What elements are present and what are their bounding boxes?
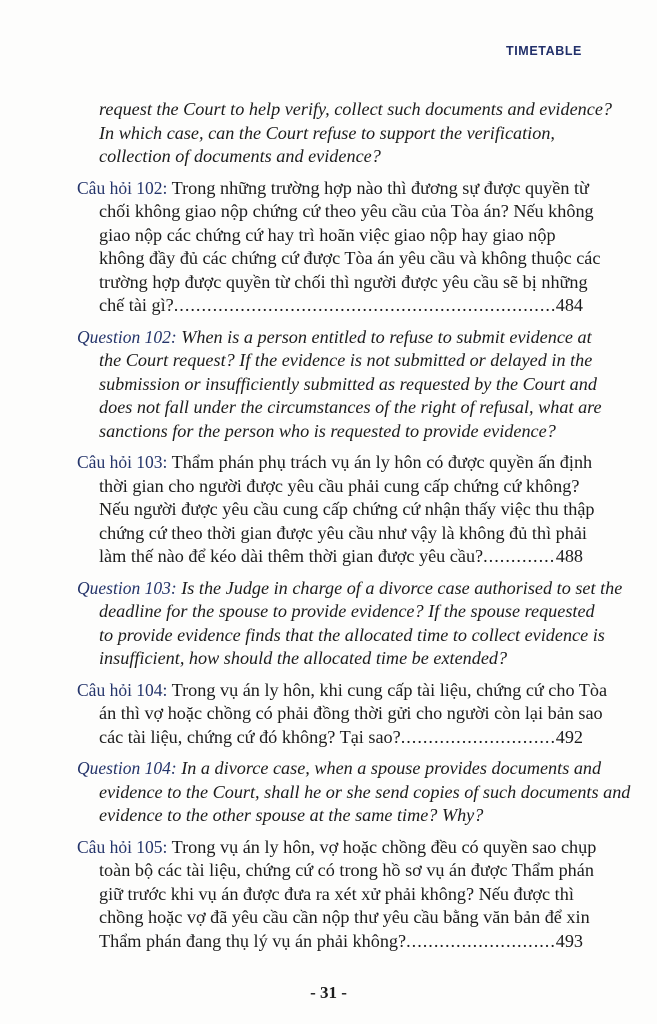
entry-line: [77, 247, 601, 271]
line-text: chối không giao nộp chứng cứ theo yêu cầu của Tòa án? Nếu không: [99, 201, 594, 221]
entry-line: [77, 326, 592, 350]
entry-line: [77, 373, 597, 397]
line-text: chồng hoặc vợ đã yêu cầu cần nộp thư yêu cầu bằng văn bản để xin: [99, 907, 590, 927]
line-text: In which case, can the Court refuse to support the verification,: [99, 122, 555, 143]
entry-line: [77, 522, 587, 546]
question-label: Câu hỏi 105:: [77, 836, 168, 857]
page-number: - 31 -: [310, 983, 347, 1002]
line-text: does not fall under the circumstances of the right of refusal, what are: [99, 397, 602, 417]
line-text: thời gian cho người được yêu cầu phải cung cấp chứng cứ không?: [99, 475, 580, 496]
entry-line: [77, 145, 583, 169]
entry-line: [77, 294, 583, 318]
leader-dots: [401, 726, 556, 750]
line-text: the Court request? If the evidence is not submitted or delayed in the: [99, 350, 593, 370]
line-text: insufficient, how should the allocated time be extended?: [99, 648, 508, 668]
page-reference: 484: [555, 295, 583, 315]
entry-line: [77, 271, 588, 295]
entry-line: [77, 451, 593, 475]
line-text: Trong những trường hợp nào thì đương sự được quyền từ: [167, 177, 589, 198]
toc-entry-english: [77, 577, 623, 671]
entry-line: [77, 545, 583, 569]
entry-line: [77, 498, 595, 522]
line-text: án thì vợ hoặc chồng có phải đồng thời gửi cho người còn lại bản sao: [99, 703, 603, 723]
entry-line: [77, 930, 583, 954]
line-text: sanctions for the person who is requested to provide evidence?: [99, 420, 556, 441]
entry-line: [77, 883, 583, 907]
question-label: Câu hỏi 102:: [77, 177, 168, 198]
question-label: Question 103:: [77, 577, 177, 598]
question-label: Question 104:: [77, 758, 177, 778]
entry-line: [77, 836, 597, 860]
entry-line: [77, 624, 605, 648]
question-label: Question 102:: [77, 326, 177, 347]
line-text: trường hợp được quyền từ chối thì người được yêu cầu sẽ bị những: [99, 271, 588, 292]
line-text: làm thế nào để kéo dài thêm thời gian được yêu cầu?: [99, 546, 484, 566]
line-text: Is the Judge in charge of a divorce case authorised to set the: [176, 577, 623, 598]
line-text: When is a person entitled to refuse to submit evidence at: [176, 326, 592, 347]
line-text: deadline for the spouse to provide evidence? If the spouse requested: [99, 601, 595, 621]
entry-line: [77, 679, 608, 703]
line-text: chế tài gì?: [99, 295, 174, 315]
line-text: request the Court to help verify, collect such documents and evidence?: [99, 99, 612, 119]
toc-entry-english: [77, 757, 631, 828]
entry-line: [77, 200, 594, 224]
line-text: Trong vụ án ly hôn, vợ hoặc chồng đều có quyền sao chụp: [167, 836, 597, 857]
page-reference: 488: [555, 546, 583, 566]
page-reference: 492: [555, 726, 583, 747]
entry-line: [77, 804, 583, 828]
page-reference: 493: [555, 930, 583, 951]
toc-entry-english: [77, 98, 612, 169]
leader-dots: [483, 545, 556, 569]
line-text: giữ trước khi vụ án được đưa ra xét xử phải không? Nếu được thì: [99, 883, 574, 904]
line-text: giao nộp các chứng cứ hay trì hoãn việc giao nộp hay giao nộp: [99, 224, 556, 245]
entry-line: [77, 647, 583, 671]
toc-entry-vietnamese: [77, 451, 595, 569]
line-text: toàn bộ các tài liệu, chứng cứ có trong hồ sơ vụ án được Thẩm phán: [99, 860, 594, 880]
entry-line: [77, 349, 593, 373]
leader-dots: [406, 930, 556, 954]
toc-entry-vietnamese: [77, 836, 597, 954]
entry-line: [77, 726, 583, 750]
entry-line: [77, 859, 594, 883]
toc-entry-vietnamese: [77, 679, 608, 750]
line-text: Trong vụ án ly hôn, khi cung cấp tài liệu, chứng cứ cho Tòa: [167, 679, 608, 700]
toc-entry-english: [77, 326, 602, 444]
entry-line: [77, 702, 603, 726]
entry-line: [77, 420, 583, 444]
line-text: Thẩm phán phụ trách vụ án ly hôn có được quyền ấn định: [167, 452, 593, 472]
line-text: không đầy đủ các chứng cứ được Tòa án yêu cầu và không thuộc các: [99, 248, 601, 268]
entry-line: [77, 577, 623, 601]
question-label: Câu hỏi 104:: [77, 679, 168, 700]
question-label: Câu hỏi 103:: [77, 452, 168, 472]
entry-line: [77, 906, 590, 930]
line-text: evidence to the other spouse at the same time? Why?: [99, 805, 484, 825]
entry-line: [77, 475, 583, 499]
line-text: chứng cứ theo thời gian được yêu cầu như vậy là không đủ thì phải: [99, 522, 587, 543]
entry-line: [77, 757, 602, 781]
leader-dots: [174, 294, 556, 318]
entry-line: [77, 396, 602, 420]
table-of-contents: [77, 98, 631, 961]
entry-line: [77, 98, 612, 122]
toc-entry-vietnamese: [77, 177, 601, 318]
line-text: các tài liệu, chứng cứ đó không? Tại sao?: [99, 726, 401, 747]
entry-line: [77, 122, 583, 146]
line-text: Nếu người được yêu cầu cung cấp chứng cứ nhận thấy việc thu thập: [99, 499, 595, 519]
line-text: collection of documents and evidence?: [99, 146, 381, 166]
line-text: In a divorce case, when a spouse provides documents and: [176, 758, 602, 778]
running-header: TIMETABLE: [506, 44, 582, 58]
line-text: Thẩm phán đang thụ lý vụ án phải không?: [99, 930, 407, 951]
entry-line: [77, 781, 631, 805]
entry-line: [77, 600, 595, 624]
entry-line: [77, 224, 583, 248]
entry-line: [77, 177, 589, 201]
line-text: submission or insufficiently submitted as requested by the Court and: [99, 373, 597, 394]
line-text: evidence to the Court, shall he or she send copies of such documents and: [99, 781, 631, 802]
line-text: to provide evidence finds that the allocated time to collect evidence is: [99, 624, 605, 645]
